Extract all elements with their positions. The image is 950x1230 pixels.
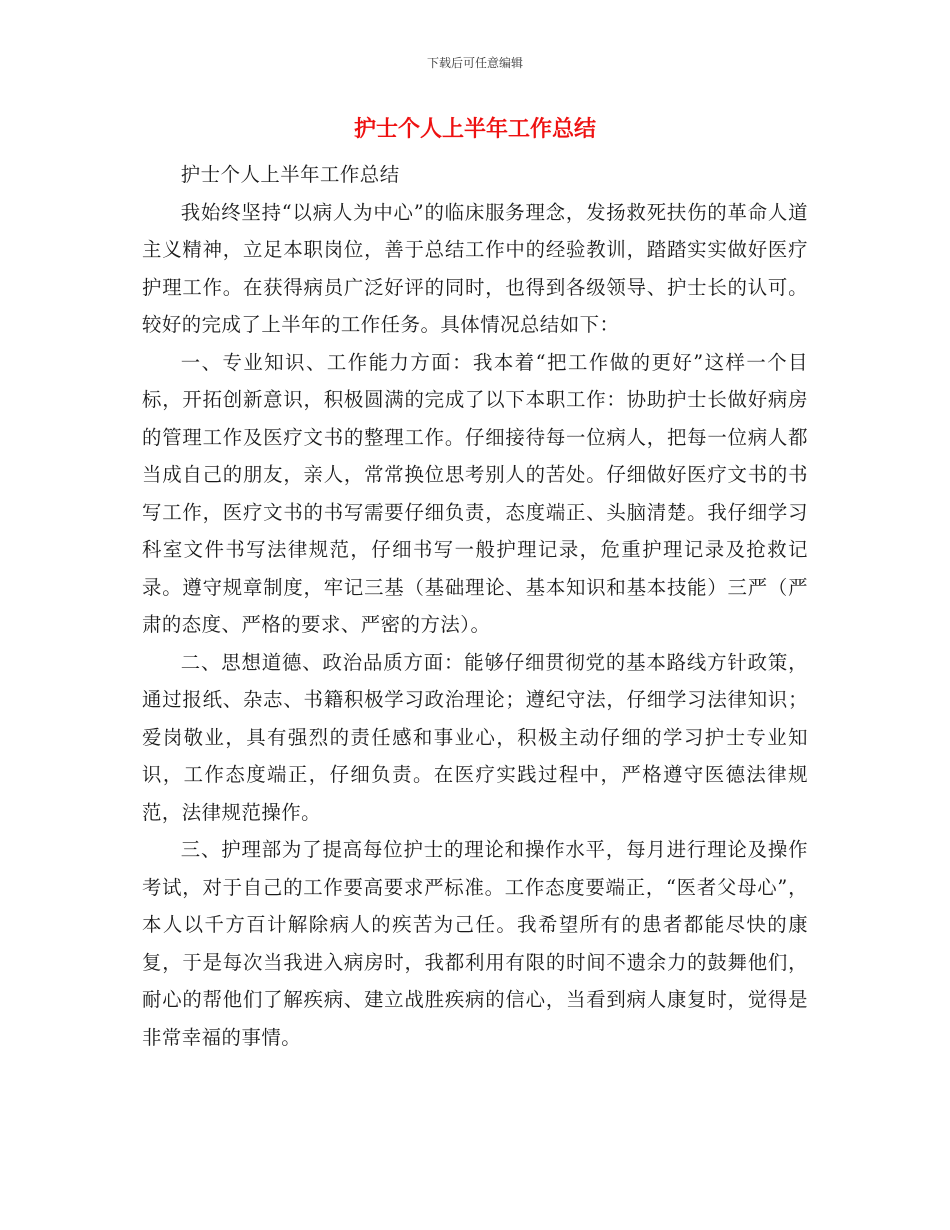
document-body xyxy=(142,156,808,1056)
paragraph-ethics-politics: 二、思想道德、政治品质方面：能够仔细贯彻党的基本路线方针政策，通过报纸、杂志、书籍积极学习政治理论；遵纪守法，仔细学习法律知识；爱岗敬业，具有强烈的责任感和事业心，积极主动仔细的学习护士专业知识，工作态度端正，仔细负责。在医疗实践过程中，严格遵守医德法律规范，法律规范操作。 xyxy=(142,650,808,824)
header-note: 下载后可任意编辑 xyxy=(426,56,523,70)
paragraph-professional-skills: 一、专业知识、工作能力方面：我本着“把工作做的更好”这样一个目标，开拓创新意识，积极圆满的完成了以下本职工作：协助护士长做好病房的管理工作及医疗文书的整理工作。仔细接待每一位病人，把每一位病人都当成自己的朋友，亲人，常常换位思考别人的苦处。仔细做好医疗文书的书写工作，医疗文书的书写需要仔细负责，态度端正、头脑清楚。我仔细学习科室文件书写法律规范，仔细书写一般护理记录，危重护理记录及抢救记录。遵守规章制度，牢记三基（基础理论、基本知识和基本技能）三严（严肃的态度、严格的要求、严密的方法）。 xyxy=(142,350,808,636)
paragraph-nursing-training: 三、护理部为了提高每位护士的理论和操作水平，每月进行理论及操作考试，对于自己的工作要高要求严标准。工作态度要端正，“医者父母心”，本人以千方百计解除病人的疾苦为己任。我希望所有的患者都能尽快的康复，于是每次当我进入病房时，我都利用有限的时间不遗余力的鼓舞他们，耐心的帮他们了解疾病、建立战胜疾病的信心，当看到病人康复时，觉得是非常幸福的事情。 xyxy=(142,838,808,1049)
document-subtitle: 护士个人上半年工作总结 xyxy=(180,163,400,186)
paragraph-intro: 我始终坚持“以病人为中心”的临床服务理念，发扬救死扶伤的革命人道主义精神，立足本职岗位，善于总结工作中的经验教训，踏踏实实做好医疗护理工作。在获得病员广泛好评的同时，也得到各级领导、护士长的认可。较好的完成了上半年的工作任务。具体情况总结如下： xyxy=(142,200,808,336)
document-title: 护士个人上半年工作总结 xyxy=(353,117,596,142)
